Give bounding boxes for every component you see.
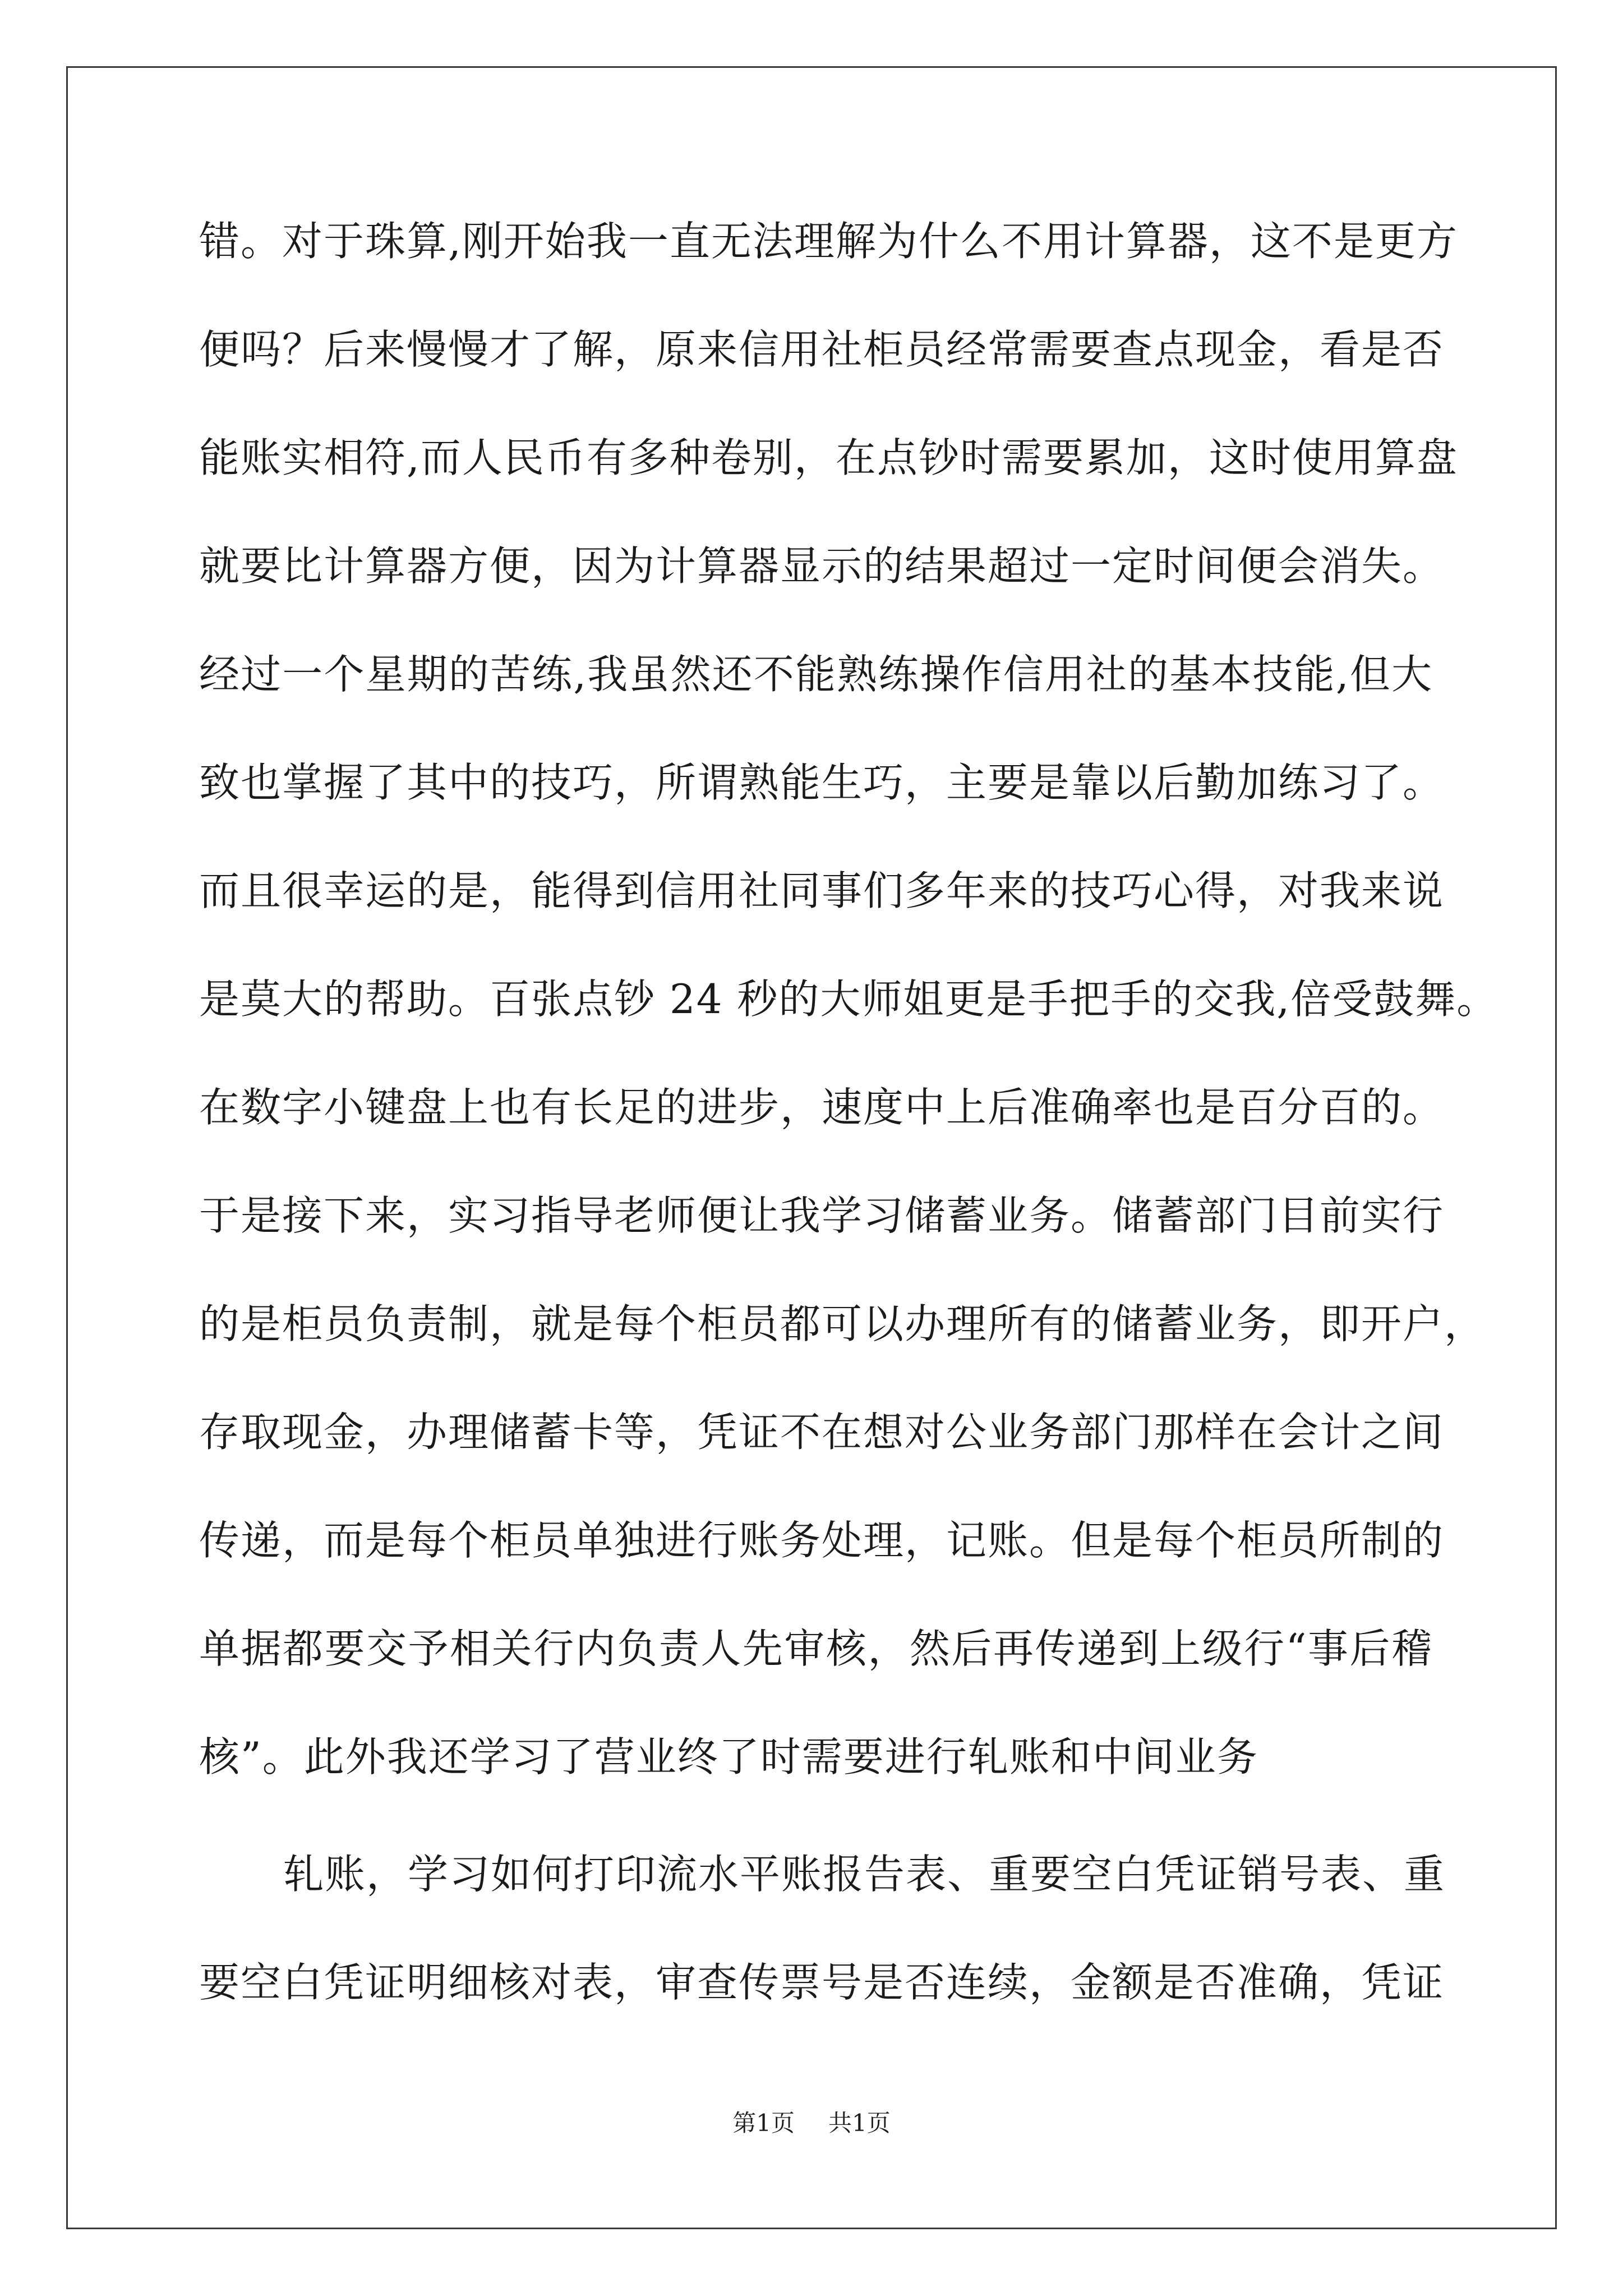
text-line: 错。对于珠算,刚开始我一直无法理解为什么不用计算器，这不是更方 [199,218,1458,265]
text-line: 传递，而是每个柜员单独进行账务处理，记账。但是每个柜员所制的 [199,1517,1445,1564]
text-line: 的是柜员负责制，就是每个柜员都可以办理所有的储蓄业务，即开户， [199,1300,1486,1347]
text-line: 核”。此外我还学习了营业终了时需要进行轧账和中间业务 [199,1733,1258,1780]
text-line: 便吗？后来慢慢才了解，原来信用社柜员经常需要查点现金，看是否 [199,326,1445,373]
paragraph-first-line: 轧账，学习如何打印流水平账报告表、重要空白凭证销号表、重 [283,1851,1446,1898]
page-footer [0,2106,1623,2140]
page-number: 第1页 [732,2109,795,2137]
text-line: 在数字小键盘上也有长足的进步，速度中上后准确率也是百分百的。 [199,1084,1445,1131]
page-total: 共1页 [828,2109,891,2137]
text-line: 存取现金，办理储蓄卡等，凭证不在想对公业务部门那样在会计之间 [199,1409,1445,1456]
text-line: 而且很幸运的是，能得到信用社同事们多年来的技巧心得，对我来说 [199,867,1445,914]
text-line: 要空白凭证明细核对表，审查传票号是否连续，金额是否准确，凭证 [199,1959,1445,2006]
text-line: 单据都要交予相关行内负责人先审核，然后再传递到上级行“事后稽 [199,1625,1433,1672]
text-line: 致也掌握了其中的技巧，所谓熟能生巧，主要是靠以后勤加练习了。 [199,759,1445,806]
text-line: 于是接下来，实习指导老师便让我学习储蓄业务。储蓄部门目前实行 [199,1192,1445,1239]
text-line: 经过一个星期的苦练,我虽然还不能熟练操作信用社的基本技能,但大 [199,651,1433,698]
text-line: 就要比计算器方便，因为计算器显示的结果超过一定时间便会消失。 [199,542,1445,590]
text-line: 是莫大的帮助。百张点钞 24 秒的大师姐更是手把手的交我,倍受鼓舞。 [199,976,1498,1023]
text-line: 能账实相符,而人民币有多种卷别，在点钞时需要累加，这时使用算盘 [199,434,1458,481]
